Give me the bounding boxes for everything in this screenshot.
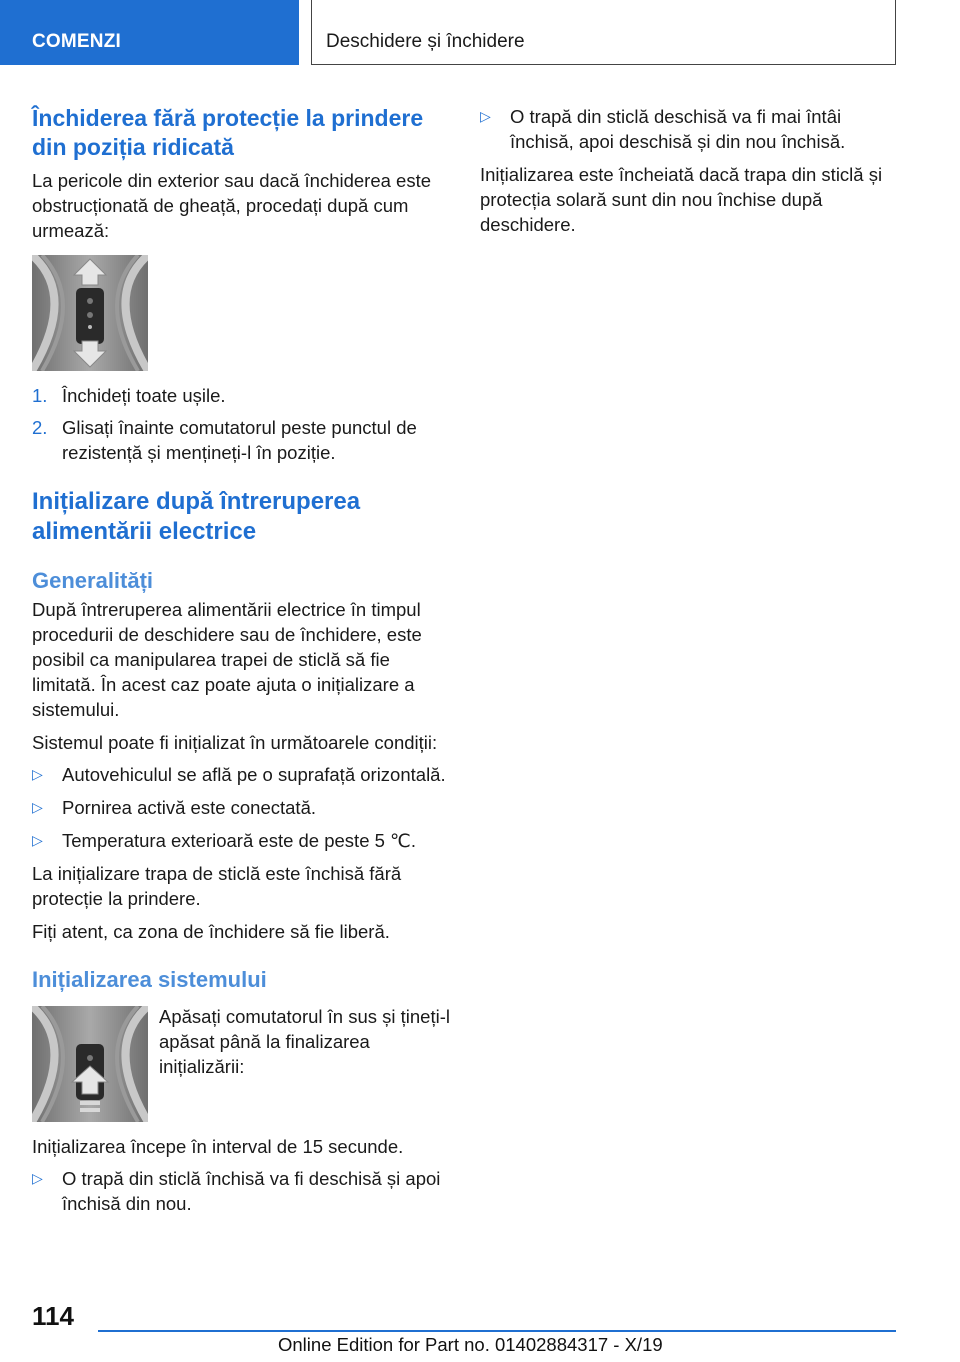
list-item: ▷ O trapă din sticlă deschisă va fi mai întâi închisă, apoi deschisă și din nou închisă. — [480, 106, 846, 152]
chapter-tab — [311, 0, 896, 65]
triangle-bullet-icon: ▷ — [32, 1170, 43, 1186]
left-column — [32, 104, 450, 1216]
section-tab — [0, 0, 299, 65]
list-item: ▷ O trapă din sticlă închisă va fi deschisă și apoi închisă din nou. — [32, 1168, 441, 1214]
section-title: COMENZI — [32, 31, 122, 52]
paragraph-intro: La pericole din exterior sau dacă închiderea este obstrucționată de gheață, procedați după cum urmează: — [32, 170, 432, 241]
page-number: 114 — [32, 1301, 74, 1331]
triangle-bullet-icon: ▷ — [32, 832, 43, 848]
paragraph-general: După întreruperea alimentării electrice în timpul procedurii de deschidere sau de închidere, este posibil ca manipularea trapei de sticlă să fie limitată. În acest caz poate ajuta o inițializare a sistemului. — [32, 599, 422, 720]
paragraph-conditions: Sistemul poate fi inițializat în următoarele condiții: — [32, 732, 438, 753]
list-item: 2. Glisați înainte comutatorul peste punctul de rezistență și mențineți-l în poziție. — [32, 417, 417, 463]
list-item: 1. Închideți toate ușile. — [32, 385, 226, 406]
heading-close-without-protection: Închiderea fără protecție la prindere din poziția ridicată — [32, 105, 424, 160]
edition-note: Online Edition for Part no. 01402884317 - X/19 — [278, 1334, 663, 1355]
triangle-bullet-icon: ▷ — [32, 799, 43, 815]
footer-divider — [98, 1330, 896, 1332]
right-column — [480, 104, 898, 237]
triangle-bullet-icon: ▷ — [32, 766, 43, 782]
list-item: ▷ Pornirea activă este conectată. — [32, 797, 317, 818]
list-item: ▷ Temperatura exterioară este de peste 5 ℃. — [32, 830, 416, 851]
heading-general: Generalități — [32, 568, 154, 593]
paragraph-init-start: Inițializarea începe în interval de 15 secunde. — [32, 1136, 404, 1157]
steps-list — [32, 383, 450, 465]
triangle-bullet-icon: ▷ — [480, 108, 491, 124]
paragraph-init-complete: Inițializarea este încheiată dacă trapa din sticlă și protecția solară sunt din nou închise după deschidere. — [480, 164, 883, 235]
switch-forward-illustration — [32, 255, 148, 371]
heading-initialization: Inițializare după întreruperea alimentării electrice — [32, 488, 361, 545]
switch-press-up-image — [32, 1006, 148, 1122]
list-item: ▷ Autovehiculul se află pe o suprafață orizontală. — [32, 764, 446, 785]
paragraph-init-closed: La inițializare trapa de sticlă este închisă fără protecție la prindere. — [32, 863, 402, 909]
switch-up-illustration — [32, 1006, 148, 1122]
heading-system-init: Inițializarea sistemului — [32, 967, 267, 992]
paragraph-press-up: Apăsați comutatorul în sus și țineți-l apăsat până la finalizarea inițializării: — [159, 1006, 450, 1077]
paragraph-attention: Fiți atent, ca zona de închidere să fie liberă. — [32, 921, 390, 942]
init-block — [32, 1006, 450, 1122]
chapter-title: Deschidere și închidere — [326, 31, 525, 52]
switch-slide-forward-image — [32, 255, 148, 371]
conditions-list — [32, 762, 450, 853]
